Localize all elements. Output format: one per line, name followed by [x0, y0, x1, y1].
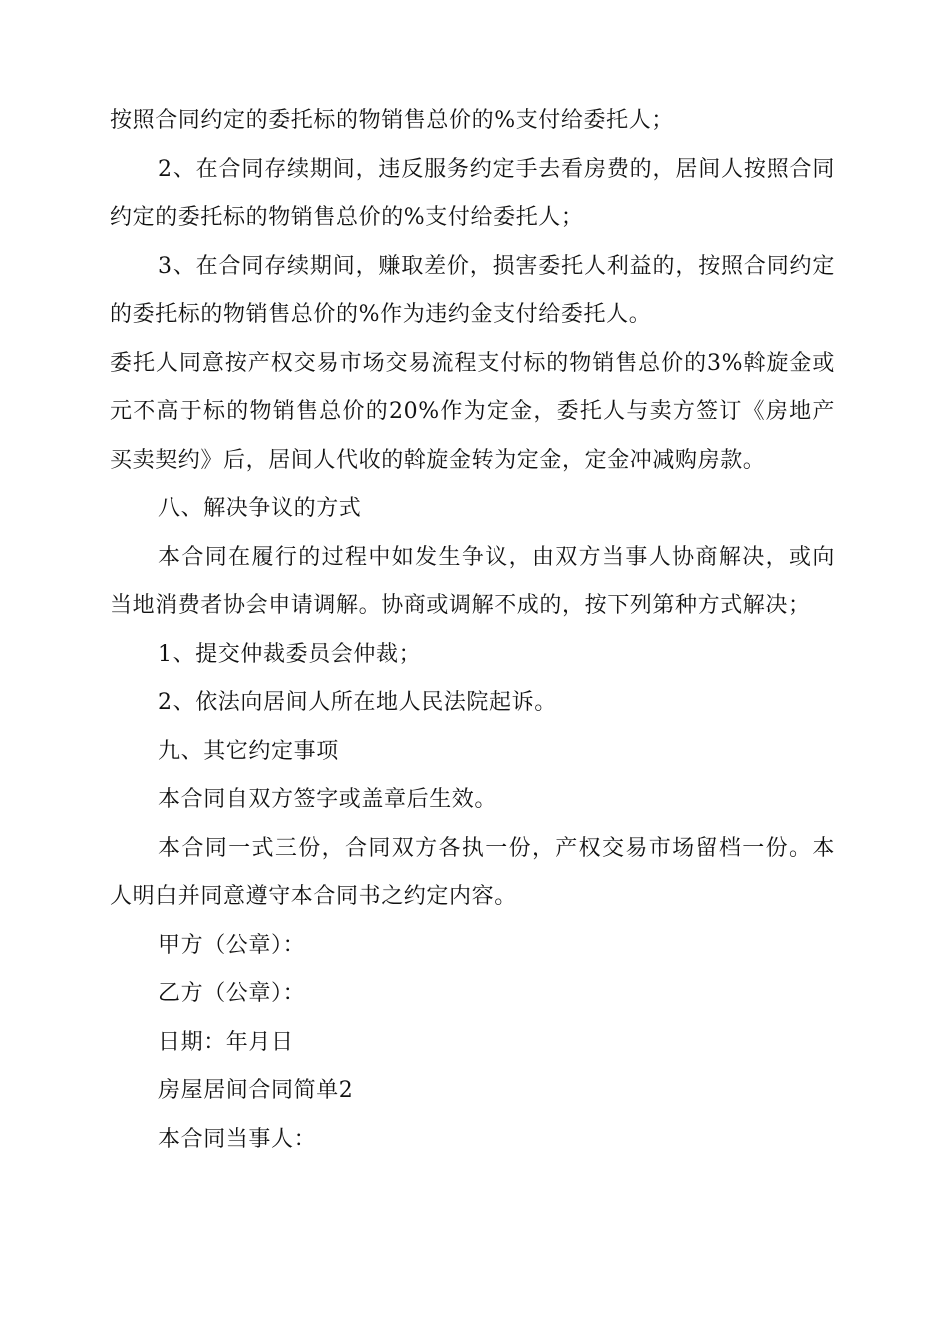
- document-title-2: 房屋居间合同简单2: [158, 1078, 354, 1103]
- signature-date: 日期：年月日: [158, 1029, 294, 1055]
- section-heading-dispute: 八、解决争议的方式: [158, 496, 362, 521]
- paragraph-deposit: 委托人同意按产权交易市场交易流程支付标的物销售总价的3%斡旋金或元不高于标的物销售总价的20%作为定金，委托人与卖方签订《房地产买卖契约》后，居间人代收的斡旋金转为定金，定金冲减购房款。: [110, 350, 835, 473]
- list-item-arbitration: 1、提交仲裁委员会仲裁；: [158, 641, 422, 667]
- paragraph-penalty-2: 2、在合同存续期间，违反服务约定手去看房费的，居间人按照合同约定的委托标的物销售总价的%支付给委托人；: [110, 156, 835, 230]
- list-item-court: 2、依法向居间人所在地人民法院起诉。: [158, 690, 557, 715]
- paragraph-penalty-3: 3、在合同存续期间，赚取差价，损害委托人利益的，按照合同约定的委托标的物销售总价的%作为违约金支付给委托人。: [110, 253, 835, 327]
- paragraph-parties: 本合同当事人：: [158, 1126, 317, 1152]
- paragraph-copies: 本合同一式三份，合同双方各执一份，产权交易市场留档一份。本人明白并同意遵守本合同书之约定内容。: [110, 835, 835, 909]
- paragraph-effective: 本合同自双方签字或盖章后生效。: [158, 787, 498, 812]
- signature-party-a: 甲方（公章）：: [158, 932, 306, 958]
- document-body: [110, 97, 835, 1164]
- signature-party-b: 乙方（公章）：: [158, 981, 306, 1006]
- paragraph-dispute: 本合同在履行的过程中如发生争议，由双方当事人协商解决，或向当地消费者协会申请调解。协商或调解不成的，按下列第种方式解决；: [110, 544, 835, 618]
- paragraph-penalty-continued: 按照合同约定的委托标的物销售总价的%支付给委托人；: [110, 108, 674, 133]
- section-heading-other: 九、其它约定事项: [158, 738, 339, 764]
